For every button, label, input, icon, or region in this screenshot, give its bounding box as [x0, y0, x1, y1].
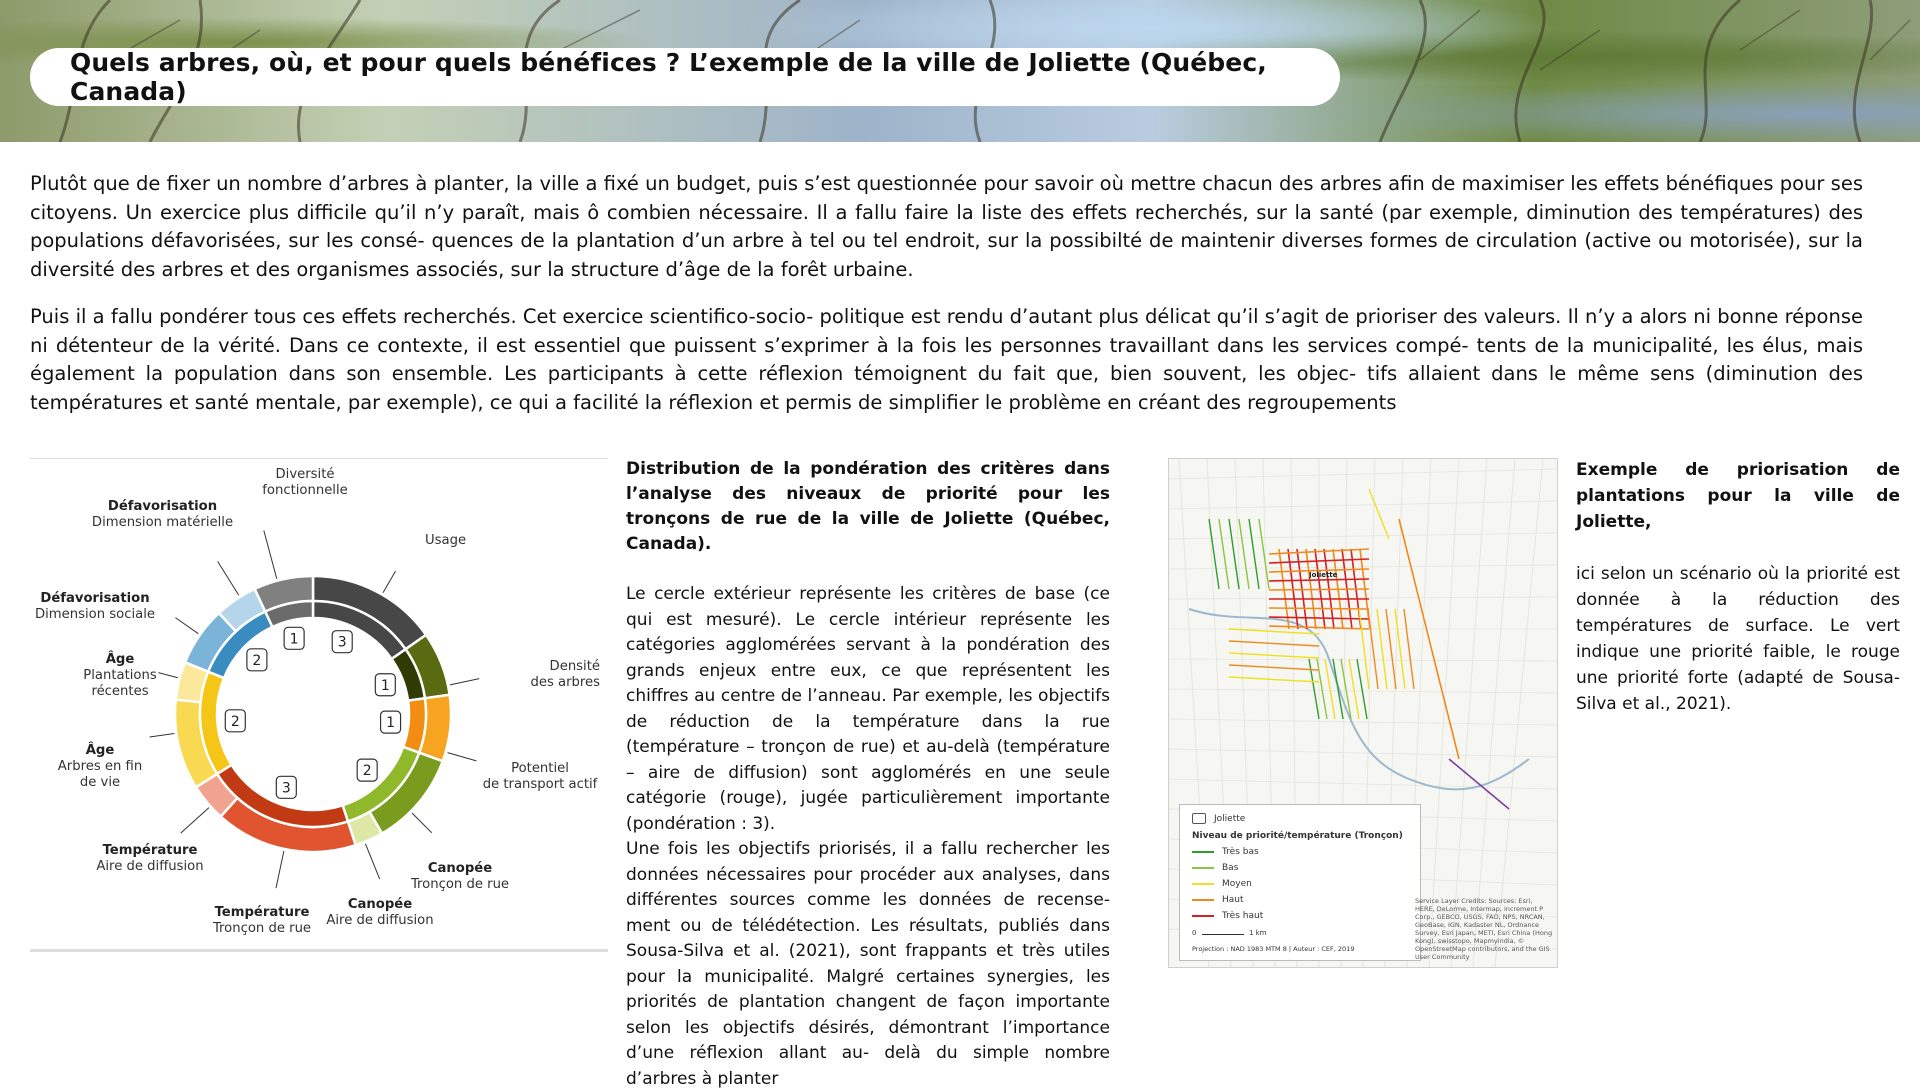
- map-caption-body: ici selon un scénario où la priorité est donnée à la réduction des températures de surface. Le vert indique une priorité faible, le rouge une priorité forte (adapté de Sousa-Silva et al., 2021).: [1576, 564, 1900, 714]
- legend-swatch: [1192, 851, 1214, 853]
- criteria-donut-chart: [30, 459, 608, 949]
- page-title: Quels arbres, où, et pour quels bénéfices ? L’exemple de la ville de Joliette (Québec, Canada): [70, 48, 1267, 106]
- title-pill: [30, 48, 1340, 106]
- legend-item: Haut: [1192, 895, 1244, 905]
- legend-item: Très haut: [1192, 911, 1263, 921]
- street-segment: [1449, 759, 1509, 809]
- weight-value: 2: [252, 652, 262, 669]
- street-segment: [1269, 617, 1369, 619]
- label-temp-aire: Température Aire de diffusion: [96, 843, 204, 874]
- river: [1189, 609, 1529, 789]
- weight-value: 1: [289, 631, 299, 648]
- weighting-paragraph: Puis il a fallu pondérer tous ces effets recherchés. Cet exercice scientifico-socio- politique est rendu d’autant plus délicat qu’il s’agit de prioriser des valeurs. Il n’y a alors ni bonne réponse ni détenteur de la vérité. Dans ce contexte, il est essentiel que puissent s’exprimer à la fois les personnes travaillant dans les services compé- tents de la municipalité, les élus, mais également la population dans son ensemble. Les participants à cette réflexion témoignent du fait que, bien souvent, les objec- tifs allaient dans le même sens (diminution des températures et santé mentale, par exemple), ce qui a facilité la réflexion et permis de simplifier le problème en créant des regroupements: [30, 305, 1863, 414]
- street-segment: [1229, 629, 1319, 634]
- background-road: [1495, 459, 1543, 967]
- legend-swatch: [1192, 899, 1214, 901]
- street-segment: [1377, 609, 1387, 689]
- street-segment: [1269, 579, 1369, 581]
- map-caption: [1576, 457, 1900, 717]
- figure-caption-body-1: Le cercle extérieur représente les critères de base (ce qui est mesuré). Le cercle intérieur représente les catégories agglomérées servant à la pondération des grands enjeux entre eux, ce que représentent les chiffres au centre de l’anneau. Par exemple, les objectifs de réduction de la température dans la rue (température – tronçon de rue) et au-delà (température – aire de diffusion) sont agglomérés en une seule catégorie (rouge), jugée particulièrement importante (pondération : 3).: [626, 584, 1110, 834]
- label-canopee-aire: Canopée Aire de diffusion: [326, 897, 434, 928]
- label-usage: Usage: [425, 533, 467, 548]
- label-temp-troncon: Température Tronçon de rue: [212, 905, 312, 936]
- street-segment: [1249, 519, 1259, 589]
- background-road: [1169, 749, 1557, 757]
- background-road: [1169, 533, 1557, 539]
- legend-swatch: [1192, 867, 1214, 869]
- criteria-donut-figure: [30, 458, 608, 952]
- priority-map: [1168, 458, 1558, 968]
- background-road: [1169, 469, 1557, 479]
- map-city-label: Joliette: [1309, 571, 1338, 579]
- map-legend: [1179, 804, 1421, 961]
- weight-value: 2: [362, 763, 372, 780]
- legend-place: Joliette: [1214, 813, 1246, 824]
- street-segment: [1309, 659, 1319, 719]
- street-segment: [1239, 519, 1249, 589]
- leader-line: [264, 530, 277, 578]
- scale-bar: 0 1 km: [1192, 929, 1267, 937]
- label-defav-materielle: Défavorisation Dimension matérielle: [91, 499, 234, 530]
- legend-title: Niveau de priorité/température (Tronçon): [1192, 831, 1403, 841]
- street-segment: [1259, 519, 1269, 589]
- street-segment: [1269, 608, 1369, 609]
- leader-line: [218, 561, 239, 595]
- weight-value: 3: [337, 634, 347, 651]
- background-road: [1473, 459, 1515, 967]
- street-segment: [1325, 659, 1335, 719]
- legend-swatch: [1192, 915, 1214, 917]
- label-diversite: Diversité fonctionnelle: [262, 467, 348, 498]
- street-segment: [1229, 653, 1319, 658]
- label-defav-sociale: Défavorisation Dimension sociale: [34, 591, 155, 622]
- street-segment: [1269, 589, 1369, 590]
- leader-line: [181, 808, 209, 833]
- label-age-fin: Âge Arbres en fin de vie: [57, 743, 143, 790]
- street-segment: [1219, 519, 1229, 589]
- street-segment: [1357, 659, 1367, 719]
- background-road: [1169, 779, 1557, 789]
- street-segment: [1404, 609, 1414, 689]
- weight-value: 1: [380, 677, 390, 694]
- leader-line: [412, 813, 432, 833]
- weight-value: 3: [281, 780, 291, 797]
- street-segment: [1349, 659, 1359, 719]
- street-segment: [1369, 489, 1389, 539]
- map-credits: Service Layer Credits: Sources: Esri, HERE, DeLorme, Intermap, increment P Corp., GEBCO, USGS, FAO, NPS, NRCAN, GeoBase, IGN, Kadaster NL, Ordnance Survey, Esri Japan, METI, Esri China (Hong Kong), swisstopo, Mapmyindia, © OpenStreetMap contributors, and the GIS User Community: [1415, 897, 1553, 961]
- figure-caption: [626, 457, 1110, 1092]
- background-road: [1451, 459, 1487, 967]
- intro-paragraph: Plutôt que de fixer un nombre d’arbres à planter, la ville a fixé un budget, puis s’est questionnée pour savoir où mettre chacun des arbres afin de maximiser les effets bénéfiques pour ses citoyens. Un exercice plus difficile qu’il n’y paraît, mais ô combien nécessaire. Il a fallu faire la liste des effets recherchés, sur la santé (par exemple, diminution des températures) des populations défavorisées, sur les consé- quences de la plantation d’un arbre à tel ou tel endroit, sur la possibilté de maintenir diverses formes de circulation (active ou motorisée), sur la diversité des arbres et des organismes associés, sur la structure d’âge de la forêt urbaine.: [30, 172, 1863, 281]
- inner-transport: [403, 698, 426, 752]
- leader-line: [276, 851, 284, 888]
- street-segment: [1317, 659, 1327, 719]
- label-age-recentes: Âge Plantations récentes: [83, 652, 157, 699]
- leader-line: [175, 618, 198, 634]
- street-segment: [1209, 519, 1219, 589]
- leader-line: [448, 753, 477, 761]
- figure-caption-body-2: Une fois les objectifs priorisés, il a fallu rechercher les données nécessaires pour procéder aux analyses, dans différentes sources comme les données de recense- ment ou de télédétection. Les résultats, publiés dans Sousa-Silva et al. (2021), sont frappants et très utiles pour la municipalité. Malgré certaines synergies, les priorités de plantation changent de façon importante selon les objectifs désirés, démontrant l’importance d’une réflexion allant au- delà du simple nombre d’arbres à planter: [626, 839, 1110, 1089]
- legend-item: Bas: [1192, 863, 1238, 873]
- leader-line: [365, 844, 379, 879]
- street-segment: [1333, 659, 1343, 719]
- map-caption-title: Exemple de priorisation de plantations pour la ville de Joliette,: [1576, 460, 1900, 532]
- leader-line: [450, 679, 479, 685]
- background-road: [1169, 501, 1557, 509]
- outline-icon: [1192, 813, 1206, 824]
- weight-value: 2: [230, 713, 240, 730]
- legend-item: Moyen: [1192, 879, 1252, 889]
- label-densite: Densité des arbres: [530, 659, 600, 690]
- label-transport: Potentiel de transport actif: [482, 761, 598, 792]
- figure-caption-title: Distribution de la pondération des critères dans l’analyse des niveaux de priorité pour les tronçons de rue de la ville de Joliette (Québec, Canada).: [626, 459, 1110, 554]
- weight-value: 1: [386, 715, 396, 732]
- label-canopee-troncon: Canopée Tronçon de rue: [410, 861, 510, 892]
- legend-item: Très bas: [1192, 847, 1259, 857]
- map-projection: Projection : NAD 1983 MTM 8 | Auteur : CEF, 2019: [1192, 945, 1355, 953]
- header-banner-photo: [0, 0, 1920, 142]
- background-road: [1169, 719, 1557, 725]
- leader-line: [383, 571, 396, 593]
- legend-swatch: [1192, 883, 1214, 885]
- leader-line: [150, 733, 175, 736]
- street-segment: [1386, 609, 1396, 689]
- street-segment: [1229, 641, 1319, 646]
